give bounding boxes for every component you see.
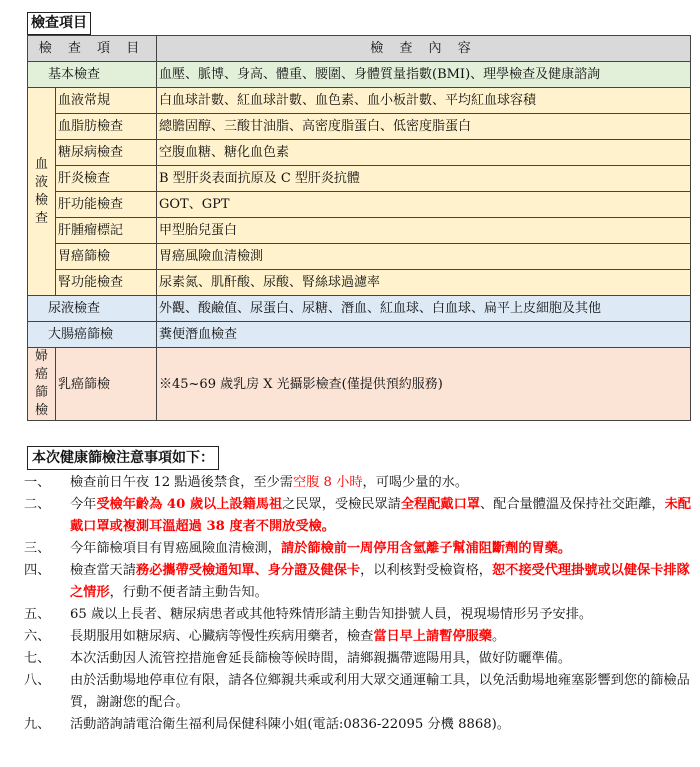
table-row-colon <box>28 322 691 348</box>
note-segment: ，行動不便者請主動告知。 <box>109 585 268 600</box>
note-text <box>70 670 694 714</box>
exam-items-table <box>27 35 691 421</box>
item-cell: 血液常規 <box>56 88 157 114</box>
content-cell: 胃癌風險血清檢測 <box>157 244 691 270</box>
note-number: 二、 <box>24 497 51 512</box>
note-highlight: 空腹 8 小時 <box>292 475 363 490</box>
note-item <box>24 494 694 538</box>
note-segment: 由於活動場地停車位有限，請各位鄉親共乘或利用大眾交通運輸工具，以免活動場地雍塞影響到您的篩檢品質，謝謝您的配合。 <box>70 673 690 710</box>
note-text <box>70 714 694 736</box>
header-content: 檢 查 內 容 <box>157 36 691 62</box>
note-text <box>70 560 694 604</box>
item-cell: 胃癌篩檢 <box>56 244 157 270</box>
note-highlight: 受檢年齡為 40 歲以上設籍馬祖 <box>96 497 283 512</box>
table-row-urine <box>28 296 691 322</box>
content-cell: 尿素氮、肌酐酸、尿酸、腎絲球過濾率 <box>157 270 691 296</box>
note-number: 三、 <box>24 541 51 556</box>
note-text <box>70 626 694 648</box>
note-number: 四、 <box>24 563 51 578</box>
content-cell: 總膽固醇、三酸甘油脂、高密度脂蛋白、低密度脂蛋白 <box>157 114 691 140</box>
content-cell: ※45~69 歲乳房 X 光攝影檢查(僅提供預約服務) <box>157 348 691 421</box>
content-cell: GOT、GPT <box>157 192 691 218</box>
table-row <box>28 88 691 114</box>
note-text <box>70 494 694 538</box>
note-number: 五、 <box>24 607 51 622</box>
note-segment: ，以利核對受檢資格， <box>360 563 492 578</box>
note-item <box>24 538 694 560</box>
table-row <box>28 218 691 244</box>
section-title: 檢查項目 <box>27 12 91 35</box>
table-row <box>28 166 691 192</box>
note-highlight: 請於篩檢前一周停用含氫離子幫浦阻斷劑的胃藥。 <box>281 541 572 556</box>
note-segment: 之民眾，受檢民眾請 <box>282 497 401 512</box>
note-text <box>70 472 694 494</box>
item-cell: 肝功能檢查 <box>56 192 157 218</box>
note-number: 八、 <box>24 673 51 688</box>
item-cell: 腎功能檢查 <box>56 270 157 296</box>
note-highlight: 務必攜帶受檢通知單、身分證及健保卡 <box>135 563 361 578</box>
table-row-women <box>28 348 691 421</box>
note-item <box>24 560 694 604</box>
note-segment: 今年 <box>70 497 97 512</box>
note-item <box>24 714 694 736</box>
notes-title: 本次健康篩檢注意事項如下： <box>27 446 219 470</box>
item-cell: 血脂肪檢查 <box>56 114 157 140</box>
note-highlight: 全程配戴口罩 <box>400 497 480 512</box>
table-row <box>28 270 691 296</box>
table-row <box>28 244 691 270</box>
notes-list <box>24 472 694 736</box>
table-header-row <box>28 36 691 62</box>
item-cell: 尿液檢查 <box>28 296 157 322</box>
group-women: 婦癌篩檢 <box>28 348 56 421</box>
content-cell: 白血球計數、紅血球計數、血色素、血小板計數、平均紅血球容積 <box>157 88 691 114</box>
item-cell: 乳癌篩檢 <box>56 348 157 421</box>
note-number: 六、 <box>24 629 51 644</box>
note-segment: ，可喝少量的水。 <box>362 475 469 490</box>
content-cell: 血壓、脈博、身高、體重、腰圍、身體質量指數(BMI)、理學檢查及健康諮詢 <box>157 62 691 88</box>
note-segment: 長期服用如糖尿病、心臟病等慢性疾病用藥者，檢查 <box>70 629 374 644</box>
note-item <box>24 604 694 626</box>
note-highlight: 恕不接受代理掛號或以健保卡排隊之情形 <box>70 563 690 600</box>
header-item: 檢 查 項 目 <box>28 36 157 62</box>
table-row-basic <box>28 62 691 88</box>
note-segment: 本次活動因人流管控措施會延長篩檢等候時間，請鄉親攜帶遮陽用具，做好防曬準備。 <box>70 651 572 666</box>
note-item <box>24 648 694 670</box>
note-highlight: 未配戴口罩或複測耳溫超過 38 度者不開放受檢。 <box>70 497 691 534</box>
note-item <box>24 472 694 494</box>
note-text <box>70 604 694 626</box>
note-number: 七、 <box>24 651 51 666</box>
group-blood: 血液檢查 <box>28 88 56 296</box>
item-cell: 肝炎檢查 <box>56 166 157 192</box>
table-row <box>28 140 691 166</box>
content-cell: 外觀、酸鹼值、尿蛋白、尿糖、潛血、紅血球、白血球、扁平上皮細胞及其他 <box>157 296 691 322</box>
note-segment: 65 歲以上長者、糖尿病患者或其他特殊情形請主動告知掛號人員，視現場情形另予安排。 <box>70 607 593 622</box>
note-segment: 今年篩檢項目有胃癌風險血清檢測， <box>70 541 281 556</box>
note-segment: 。 <box>492 629 506 644</box>
item-cell: 糖尿病檢查 <box>56 140 157 166</box>
item-cell: 肝腫瘤標記 <box>56 218 157 244</box>
content-cell: 糞便潛血檢查 <box>157 322 691 348</box>
note-number: 一、 <box>24 475 51 490</box>
note-item <box>24 626 694 648</box>
note-text <box>70 648 694 670</box>
table-row <box>28 192 691 218</box>
content-cell: 空腹血糖、糖化血色素 <box>157 140 691 166</box>
note-segment: 檢查當天請 <box>70 563 136 578</box>
table-row <box>28 114 691 140</box>
note-highlight: 當日早上請暫停服藥 <box>373 629 492 644</box>
note-segment: 檢查前日午夜 12 點過後禁食，至少需 <box>70 475 293 490</box>
note-text <box>70 538 694 560</box>
note-segment: 、配合量體溫及保持社交距離， <box>479 497 665 512</box>
content-cell: B 型肝炎表面抗原及 C 型肝炎抗體 <box>157 166 691 192</box>
note-number: 九、 <box>24 717 51 732</box>
item-cell: 基本檢查 <box>28 62 157 88</box>
note-item <box>24 670 694 714</box>
content-cell: 甲型胎兒蛋白 <box>157 218 691 244</box>
item-cell: 大腸癌篩檢 <box>28 322 157 348</box>
note-segment: 活動諮詢請電洽衛生福利局保健科陳小姐(電話:0836-22095 分機 8868)。 <box>70 717 510 732</box>
